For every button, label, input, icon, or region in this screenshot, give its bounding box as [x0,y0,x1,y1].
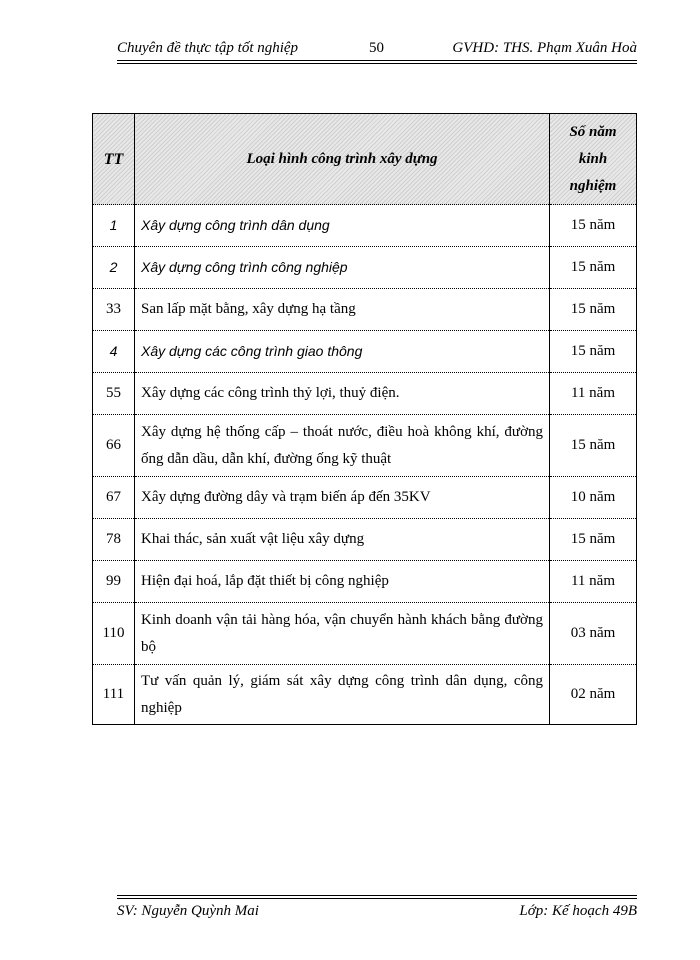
header-construction-type: Loại hình công trình xây dựng [135,114,550,205]
construction-experience-table [92,113,637,725]
row-construction-type: Xây dựng các công trình giao thông [135,331,550,373]
row-experience: 15 năm [550,331,637,373]
page-footer [117,898,637,925]
header-divider [117,63,637,64]
table-row [93,561,637,603]
table-row [93,373,637,415]
table-row [93,205,637,247]
table-header-row [93,114,637,205]
page-number: 50 [369,40,384,56]
row-construction-type: San lấp mặt bằng, xây dựng hạ tầng [135,289,550,331]
header-title: Chuyên đề thực tập tốt nghiệp [117,40,299,56]
row-experience: 02 năm [550,665,637,725]
table-row [93,519,637,561]
row-experience: 11 năm [550,373,637,415]
row-number: 110 [93,603,135,665]
row-number: 1 [93,205,135,247]
table-row [93,289,637,331]
row-number: 33 [93,289,135,331]
row-construction-type: Khai thác, sản xuất vật liệu xây dựng [135,519,550,561]
row-construction-type: Hiện đại hoá, lắp đặt thiết bị công nghiệp [135,561,550,603]
footer-student: SV: Nguyễn Quỳnh Mai [117,903,259,919]
row-experience: 11 năm [550,561,637,603]
row-number: 111 [93,665,135,725]
row-number: 99 [93,561,135,603]
row-construction-type: Tư vấn quản lý, giám sát xây dựng công trình dân dụng, công nghiệp [135,665,550,725]
row-experience: 15 năm [550,415,637,477]
footer-divider [117,895,637,896]
row-number: 4 [93,331,135,373]
row-number: 67 [93,477,135,519]
row-experience: 03 năm [550,603,637,665]
table-row [93,665,637,725]
page-header [117,38,637,61]
row-construction-type: Xây dựng đường dây và trạm biến áp đến 35KV [135,477,550,519]
row-experience: 15 năm [550,289,637,331]
row-construction-type: Kinh doanh vận tải hàng hóa, vận chuyển hành khách bằng đường bộ [135,603,550,665]
row-construction-type: Xây dựng công trình dân dụng [135,205,550,247]
row-number: 78 [93,519,135,561]
row-experience: 15 năm [550,519,637,561]
row-number: 2 [93,247,135,289]
row-experience: 15 năm [550,247,637,289]
footer-class: Lớp: Kế hoạch 49B [519,903,637,919]
row-number: 66 [93,415,135,477]
header-tt: TT [93,114,135,205]
header-supervisor: GVHD: THS. Phạm Xuân Hoà [452,40,637,56]
row-construction-type: Xây dựng các công trình thỷ lợi, thuỷ điện. [135,373,550,415]
table-row [93,415,637,477]
table-row [93,477,637,519]
table-row [93,247,637,289]
table-row [93,331,637,373]
row-construction-type: Xây dựng công trình công nghiệp [135,247,550,289]
row-number: 55 [93,373,135,415]
row-experience: 15 năm [550,205,637,247]
row-construction-type: Xây dựng hệ thống cấp – thoát nước, điều hoà không khí, đường ống dẫn dầu, dẫn khí, đường ống kỹ thuật [135,415,550,477]
row-experience: 10 năm [550,477,637,519]
table-row [93,603,637,665]
header-years-experience: Số năm kinh nghiệm [550,114,637,205]
